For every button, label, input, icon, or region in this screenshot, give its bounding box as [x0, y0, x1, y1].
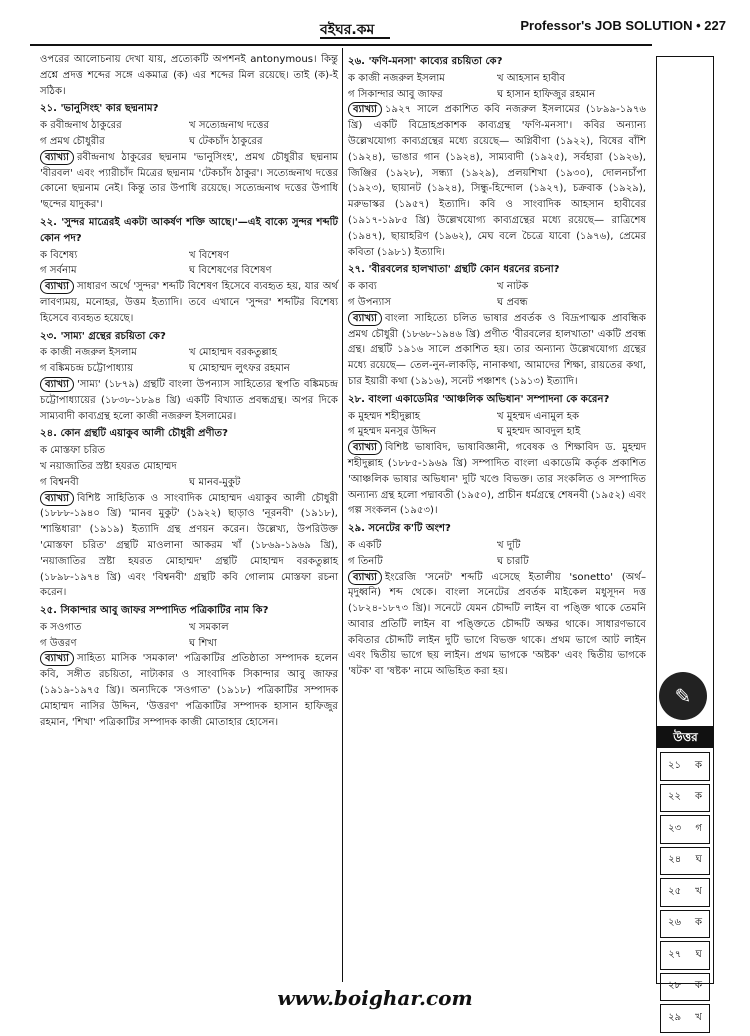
option: খ সত্যেন্দ্রনাথ দত্তের [189, 120, 270, 132]
option: গ বিশ্বনবী [40, 476, 79, 488]
option: খ দুটি [497, 539, 521, 551]
option: ক কাব্য [348, 281, 377, 293]
explanation-text: সাধারণ অর্থে 'সুন্দর' শব্দটি বিশেষণ হিসেবে ব্যবহৃত হয়, যার অর্থ লাবণ্যময়, মনোহর, উত্তম ইত্যাদি। তবে এখানে 'সুন্দর' শব্দটির বিশেষ্য হিসেবে ব্যবহৃত হয়েছে। [40, 281, 338, 324]
answer-letter: খ [695, 885, 702, 897]
option-row [40, 636, 338, 652]
answer-number: ২২ [667, 791, 681, 803]
right-column [348, 52, 646, 681]
explanation-text: ১৯২৭ সালে প্রকাশিত কবি নজরুল ইসলামের (১৮৯৯-১৯৭৬ খ্রি) একটি বিদ্রোহপ্রকাশক কাব্যগ্রন্থ 'ফণি-মনসা'। কবির অন্যান্য উল্লেখযোগ্য কাব্যগ্রন্থের মধ্যে রয়েছে— অগ্নিবীণা (১৯২২), বিষের বাঁশি (১৯২৪), ভাঙার গান (১৯২৪), সাম্যবাদী (১৯২৫), সর্বহারা (১৯২৬), জিঞ্জির (১৯২৮), সন্ধ্যা (১৯২৯), প্রলয়শিখা (১৯৩০), দোলনচাঁপা (১৯২৩), ছায়ানট (১৯২৪), সিন্ধু-হিন্দোল (১৯২৭), চক্রবাক (১৯২৯), মরুভাস্কর (১৯৫৭) ইত্যাদি। কবি ও সাংবাদিক আহসান হাবীবের (১৯১৭-১৯৮৫ খ্রি) উল্লেখযোগ্য কাব্যগ্রন্থের মধ্যে রয়েছে— রাত্রিশেষ (১৯৪৭), ছায়াহরিণ (১৯৬২), মেঘ বলে চৈত্রে যাবো (১৯৭৬), প্রেমের কবিতা (১৯৮১) ইত্যাদি। [348, 104, 646, 258]
answer-number: ২৩ [668, 822, 682, 834]
pen-paper-icon: ✎ [659, 672, 707, 720]
option-row [40, 118, 338, 134]
option: গ সিকান্দার আবু জাফর [348, 88, 443, 100]
explanation [348, 440, 646, 519]
option-row [40, 361, 338, 377]
brand-underline [320, 37, 390, 39]
explanation [348, 102, 646, 260]
option: ঘ শিখা [189, 637, 217, 649]
explanation-text: বিশিষ্ট সাহিত্যিক ও সাংবাদিক মোহাম্মদ এয়াকুব আলী চৌধুরী (১৮৮৮-১৯৪০ খ্রি) 'মানব মুকুট' (১৯২২) ছাড়াও 'নূরনবী' (১৯১৮), 'শান্তিধারা' (১৯১৯) ইত্যাদি গ্রন্থ প্রণয়ন করেন। উল্লেখ্য, উপরিউক্ত 'মোস্তফা চরিত' গ্রন্থটি মাওলানা আকরম খাঁ (১৮৬৯-১৯৬৯ খ্রি), 'নয়াজাতির স্রষ্টা হযরত মোহাম্মদ' গ্রন্থটি মোহাম্মদ বরকতুল্লাহ (১৮৯৮-১৯৭৪ খ্রি) এবং 'বিশ্বনবী' গ্রন্থটি কবি গোলাম মোস্তফা রচনা করেন। [40, 492, 338, 599]
explanation-text: বিশিষ্ট ভাষাবিদ, ভাষাবিজ্ঞানী, গবেষক ও শিক্ষাবিদ ড. মুহম্মদ শহীদুল্লাহ (১৮৮৫-১৯৬৯ খ্রি) সম্পাদিত বাংলা একাডেমি কর্তৃক প্রকাশিত 'আঞ্চলিক ভাষার অভিধান' দুটি খণ্ডে বিভক্ত। তার সংকলিত ও সম্পাদিত অন্যান্য গ্রন্থ হলো পদ্মাবতী (১৯৫০), প্রাচীন ধর্মগ্রন্থে শেষনবী (১৯৫২) এবং গল্প সংকলন (১৯৫৩)। [348, 442, 646, 517]
option-row [40, 620, 338, 636]
option: ক মুহম্মদ শহীদুল্লাহ [348, 410, 421, 422]
question: ২৬. 'ফণি-মনসা' কাব্যের রচয়িতা কে? [348, 56, 503, 67]
answer-letter: ক [694, 791, 702, 803]
explanation-text: সাহিত্য মাসিক 'সমকাল' পত্রিকাটির প্রতিষ্ঠাতা সম্পাদক হলেন কবি, সঙ্গীত রচয়িতা, নাট্যকার ও সাংবাদিক সিকান্দার আবু জাফর (১৯১৯-১৯৭৫ খ্রি)। অন্যদিকে 'সওগাত' (১৯১৮) পত্রিকাটির সম্পাদক মোহাম্মদ নাসির উদ্দিন, 'উত্তরণ' পত্রিকাটির সম্পাদক হাসান হাফিজুর রহমান, 'শিখা' পত্রিকাটির সম্পাদক কাজী মোতাহার হোসেন। [40, 653, 338, 728]
column-divider [342, 48, 343, 982]
option-row [348, 279, 646, 295]
option: খ নয়াজাতির স্রষ্টা হযরত মোহাম্মদ [40, 460, 177, 472]
explanation [40, 651, 338, 730]
explanation [40, 491, 338, 602]
option: ঘ চারটি [497, 555, 529, 567]
option-row [40, 263, 338, 279]
explanation-tag: ব্যাখ্যা [40, 651, 74, 666]
footer-url: www.boighar.com [277, 986, 473, 1010]
series-title: Professor's JOB SOLUTION • 227 [520, 18, 726, 33]
answer-number: ২৯ [668, 1011, 682, 1023]
explanation-tag: ব্যাখ্যা [348, 440, 382, 455]
brand-title: বইঘর.কম [320, 22, 375, 38]
question: ২৭. 'বীরবলের হালখাতা' গ্রন্থটি কোন ধরনের রচনা? [348, 264, 560, 276]
answer-number: ২৭ [668, 948, 682, 960]
answer-number: ২৪ [668, 854, 682, 866]
option-row [40, 345, 338, 361]
option: ক কাজী নজরুল ইসলাম [348, 72, 445, 84]
option-row [348, 424, 646, 440]
option: ঘ হাসান হাফিজুর রহমান [497, 88, 596, 100]
option: খ মুহম্মদ এনামুল হক [497, 410, 580, 422]
option: ক সওগাত [40, 621, 82, 633]
option: গ বঙ্কিমচন্দ্র চট্টোপাধ্যায় [40, 363, 134, 375]
answer-number: ২৬ [667, 917, 681, 929]
option: গ সর্বনাম [40, 265, 77, 277]
option: ক একটি [348, 539, 382, 551]
explanation [40, 279, 338, 326]
option: ক কাজী নজরুল ইসলাম [40, 347, 137, 359]
option: ঘ মুহম্মদ আবদুল হাই [497, 426, 581, 438]
explanation-tag: ব্যাখ্যা [348, 570, 382, 585]
explanation-tag: ব্যাখ্যা [40, 377, 74, 392]
answer-row [660, 941, 710, 970]
paragraph: ওপরের আলোচনায় দেখা যায়, প্রত্যেকটি অপশনই antonymous। কিন্তু প্রশ্নে প্রদত্ত শব্দের সঙ্গে একমাত্র (ক) এর শব্দের মিল রয়েছে। তাই (ক)-ই সঠিক। [40, 54, 338, 97]
option: গ উপন্যাস [348, 296, 392, 308]
option-row [40, 248, 338, 264]
option-row [348, 87, 646, 103]
answer-label: উত্তর [657, 726, 714, 748]
option-row [40, 134, 338, 150]
option: খ সমকাল [189, 621, 229, 633]
header-rule [30, 44, 652, 46]
explanation-tag: ব্যাখ্যা [40, 491, 74, 506]
option: ঘ মানব-মুকুট [189, 476, 241, 488]
question: ২৩. 'সাম্য' গ্রন্থের রচয়িতা কে? [40, 330, 166, 342]
option: গ উত্তরণ [40, 637, 77, 649]
explanation-tag: ব্যাখ্যা [348, 311, 382, 326]
option: খ মোহাম্মদ বরকতুল্লাহ [189, 347, 277, 359]
option-row [348, 295, 646, 311]
option: ক রবীন্দ্রনাথ ঠাকুরের [40, 120, 122, 132]
page-header [30, 18, 726, 40]
answer-row [660, 815, 710, 844]
option-row [348, 409, 646, 425]
explanation [40, 150, 338, 213]
answer-letter: ঘ [695, 854, 702, 866]
explanation-tag: ব্যাখ্যা [40, 279, 74, 294]
question: ২১. 'ভানুসিংহ' কার ছদ্মনাম? [40, 103, 159, 115]
option: গ প্রমথ চৌধুরীর [40, 135, 105, 147]
answer-number: ২১ [668, 759, 681, 771]
option: খ নাটক [497, 281, 529, 293]
explanation-text: 'সাম্য' (১৮৭৯) গ্রন্থটি বাংলা উপন্যাস সাহিত্যের স্থপতি বঙ্কিমচন্দ্র চট্টোপাধ্যায়ের (১৮৩৮-১৮৯৪ খ্রি) একটি বিখ্যাত প্রবন্ধগ্রন্থ। অপর দিকে সাম্যবাদী কাব্যগ্রন্থ হলো কাজী নজরুল ইসলামের। [40, 378, 338, 422]
option: ঘ মোহাম্মদ লুৎফর রহমান [189, 363, 290, 375]
explanation [348, 311, 646, 390]
answer-letter: ক [695, 980, 702, 992]
explanation-tag: ব্যাখ্যা [40, 150, 74, 165]
option: গ তিনটি [348, 555, 383, 567]
question: ২৪. কোন গ্রন্থটি এয়াকুব আলী চৌধুরী প্রণীত? [40, 428, 228, 440]
explanation-text: বাংলা সাহিত্যে চলিত ভাষার প্রবর্তক ও বিদ্রূপাত্মক প্রাবন্ধিক প্রমথ চৌধুরী (১৮৬৮-১৯৪৬ খ্রি) প্রণীত 'বীরবলের হালখাতা' একটি প্রবন্ধ গ্রন্থ। গ্রন্থটি ১৯১৬ সালে প্রকাশিত হয়। তার অন্যান্য উল্লেখযোগ্য গ্রন্থের মধ্যে রয়েছে— তেল-নুন-লাকড়ি, নানাকথা, আমাদের শিক্ষা, রায়তের কথা, চার ইয়ারী কথা (১৯১৬), সনেট পঞ্চাশৎ (১৯১৩) ইত্যাদি। [348, 312, 646, 387]
answer-row [660, 910, 710, 939]
answer-letter: ঘ [695, 948, 702, 960]
answer-row [660, 784, 710, 813]
explanation [40, 377, 338, 424]
explanation-text: রবীন্দ্রনাথ ঠাকুরের ছদ্মনাম 'ভানুসিংহ', প্রমথ চৌধুরীর ছদ্মনাম 'বীরবল' এবং প্যারীচাঁদ মিত্রের ছদ্মনাম 'টেকচাঁদ ঠাকুর'। সত্যেন্দ্রনাথ দত্তের কোনো ছদ্মনাম নেই। কিন্তু তার উপাধি রয়েছে। সত্যেন্দ্রনাথ দত্তের উপাধি 'ছন্দের যাদুকর'। [40, 151, 338, 211]
answer-letter: গ [695, 822, 702, 834]
option-row [348, 71, 646, 87]
explanation-text: ইংরেজি 'সনেট' শব্দটি এসেছে ইতালীয় 'sonetto' (অর্থ– মৃদুধ্বনি) শব্দ থেকে। বাংলা সনেটের প্রবর্তক মাইকেল মধুসূদন দত্ত (১৮২৪-১৮৭৩ খ্রি)। সনেটে যেমন চৌদ্দটি লাইন বা পঙ্ক্তি থাকে তেমনি আবার প্রতিটি লাইন বা পঙ্ক্তিতে চৌদ্দটি অক্ষর থাকে। সাধারণভাবে কবিতার চৌদ্দটি লাইন দুটি ভাগে বিভক্ত থাকে। প্রথম ভাগে আট লাইন এবং দ্বিতীয় ভাগে ছয় লাইন। প্রথম ভাগকে 'অষ্টক' এবং দ্বিতীয় ভাগকে 'ষটক' বা 'ষষ্টক' নামে অভিহিত করা হয়। [348, 571, 646, 678]
option: ঘ প্রবন্ধ [497, 296, 528, 308]
option: ক বিশেষ্য [40, 249, 78, 261]
question: ২২. 'সুন্দর মাত্রেরই একটা আকর্ষণ শক্তি আছে।'—এই বাক্যে সুন্দর শব্দটি কোন পদ? [40, 216, 338, 244]
question: ২৮. বাংলা একাডেমির 'আঞ্চলিক অভিধান' সম্পাদনা কে করেন? [348, 393, 610, 405]
answer-row [660, 878, 710, 907]
option: ঘ টেকচাঁদ ঠাকুরের [189, 135, 263, 147]
option: ক মোস্তফা চরিত [40, 445, 106, 457]
option: ঘ বিশেষণের বিশেষণ [189, 265, 272, 277]
explanation [348, 570, 646, 681]
option-row [348, 538, 646, 554]
answer-letter: ক [694, 917, 702, 929]
option: খ বিশেষণ [189, 249, 230, 261]
option-row [40, 475, 338, 491]
question: ২৫. সিকান্দার আবু জাফর সম্পাদিত পত্রিকাটির নাম কি? [40, 605, 269, 617]
explanation-tag: ব্যাখ্যা [348, 102, 382, 117]
answer-row [660, 847, 710, 876]
answer-row [660, 752, 710, 781]
left-column [40, 52, 338, 731]
answer-number: ২৮ [668, 980, 681, 992]
answer-number: ২৫ [668, 885, 682, 897]
question: ২৯. সনেটের ক'টি অংশ? [348, 523, 451, 535]
option: খ আহসান হাবীব [497, 72, 566, 84]
option: গ মুহম্মদ মনসুর উদ্দিন [348, 426, 437, 438]
option-row [348, 554, 646, 570]
answer-letter: ক [695, 759, 702, 771]
answer-letter: খ [695, 1011, 702, 1023]
